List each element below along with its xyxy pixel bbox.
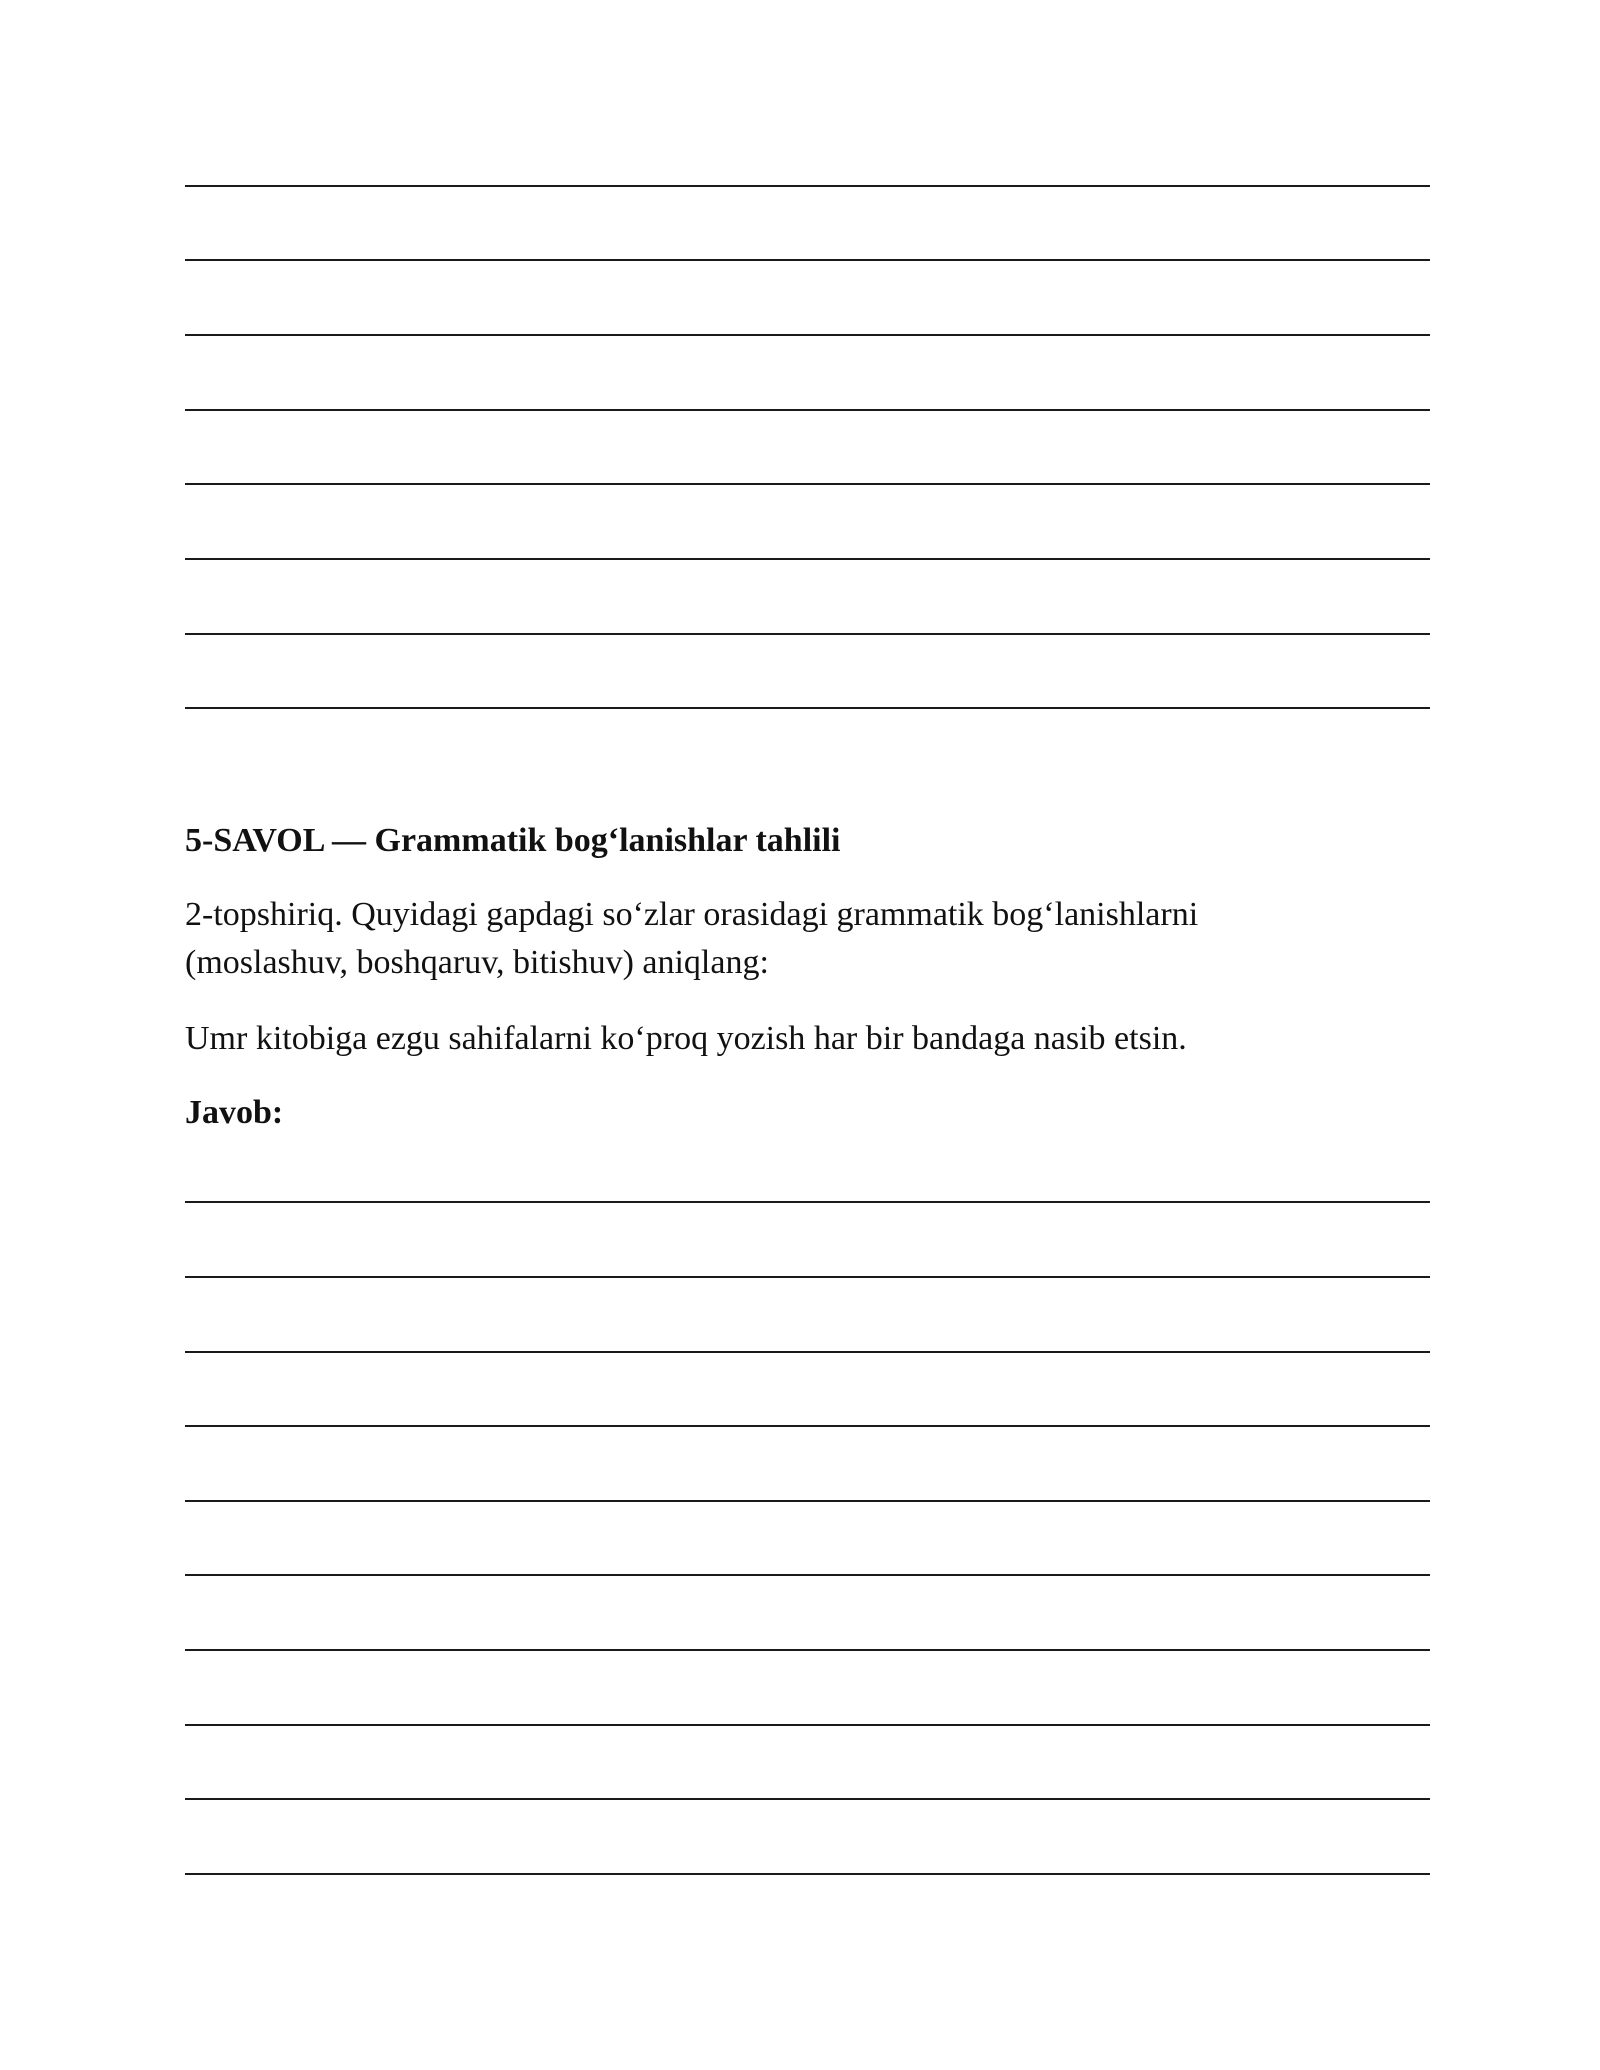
question-heading: 5-SAVOL — Grammatik bog‘lanishlar tahlili	[185, 822, 841, 859]
answer-line[interactable]	[185, 483, 1430, 485]
answer-line[interactable]	[185, 1649, 1430, 1651]
answer-line[interactable]	[185, 1798, 1430, 1800]
answer-line[interactable]	[185, 1500, 1430, 1502]
answer-line[interactable]	[185, 558, 1430, 560]
answer-line[interactable]	[185, 707, 1430, 709]
answer-line[interactable]	[185, 1351, 1430, 1353]
answer-line[interactable]	[185, 1724, 1430, 1726]
answer-line[interactable]	[185, 259, 1430, 261]
answer-line[interactable]	[185, 1276, 1430, 1278]
answer-line[interactable]	[185, 1425, 1430, 1427]
answer-line[interactable]	[185, 409, 1430, 411]
task-text: 2-topshiriq. Quyidagi gapdagi so‘zlar orasidagi grammatik bog‘lanishlarni (moslashuv, boshqaruv, bitishuv) aniqlang:	[185, 896, 1199, 981]
answer-line[interactable]	[185, 185, 1430, 187]
answer-line[interactable]	[185, 1201, 1430, 1203]
answer-line[interactable]	[185, 1873, 1430, 1875]
example-sentence: Umr kitobiga ezgu sahifalarni ko‘proq yozish har bir bandaga nasib etsin.	[185, 1020, 1187, 1057]
answer-line[interactable]	[185, 334, 1430, 336]
answer-line[interactable]	[185, 633, 1430, 635]
answer-label: Javob:	[185, 1094, 284, 1131]
answer-line[interactable]	[185, 1574, 1430, 1576]
